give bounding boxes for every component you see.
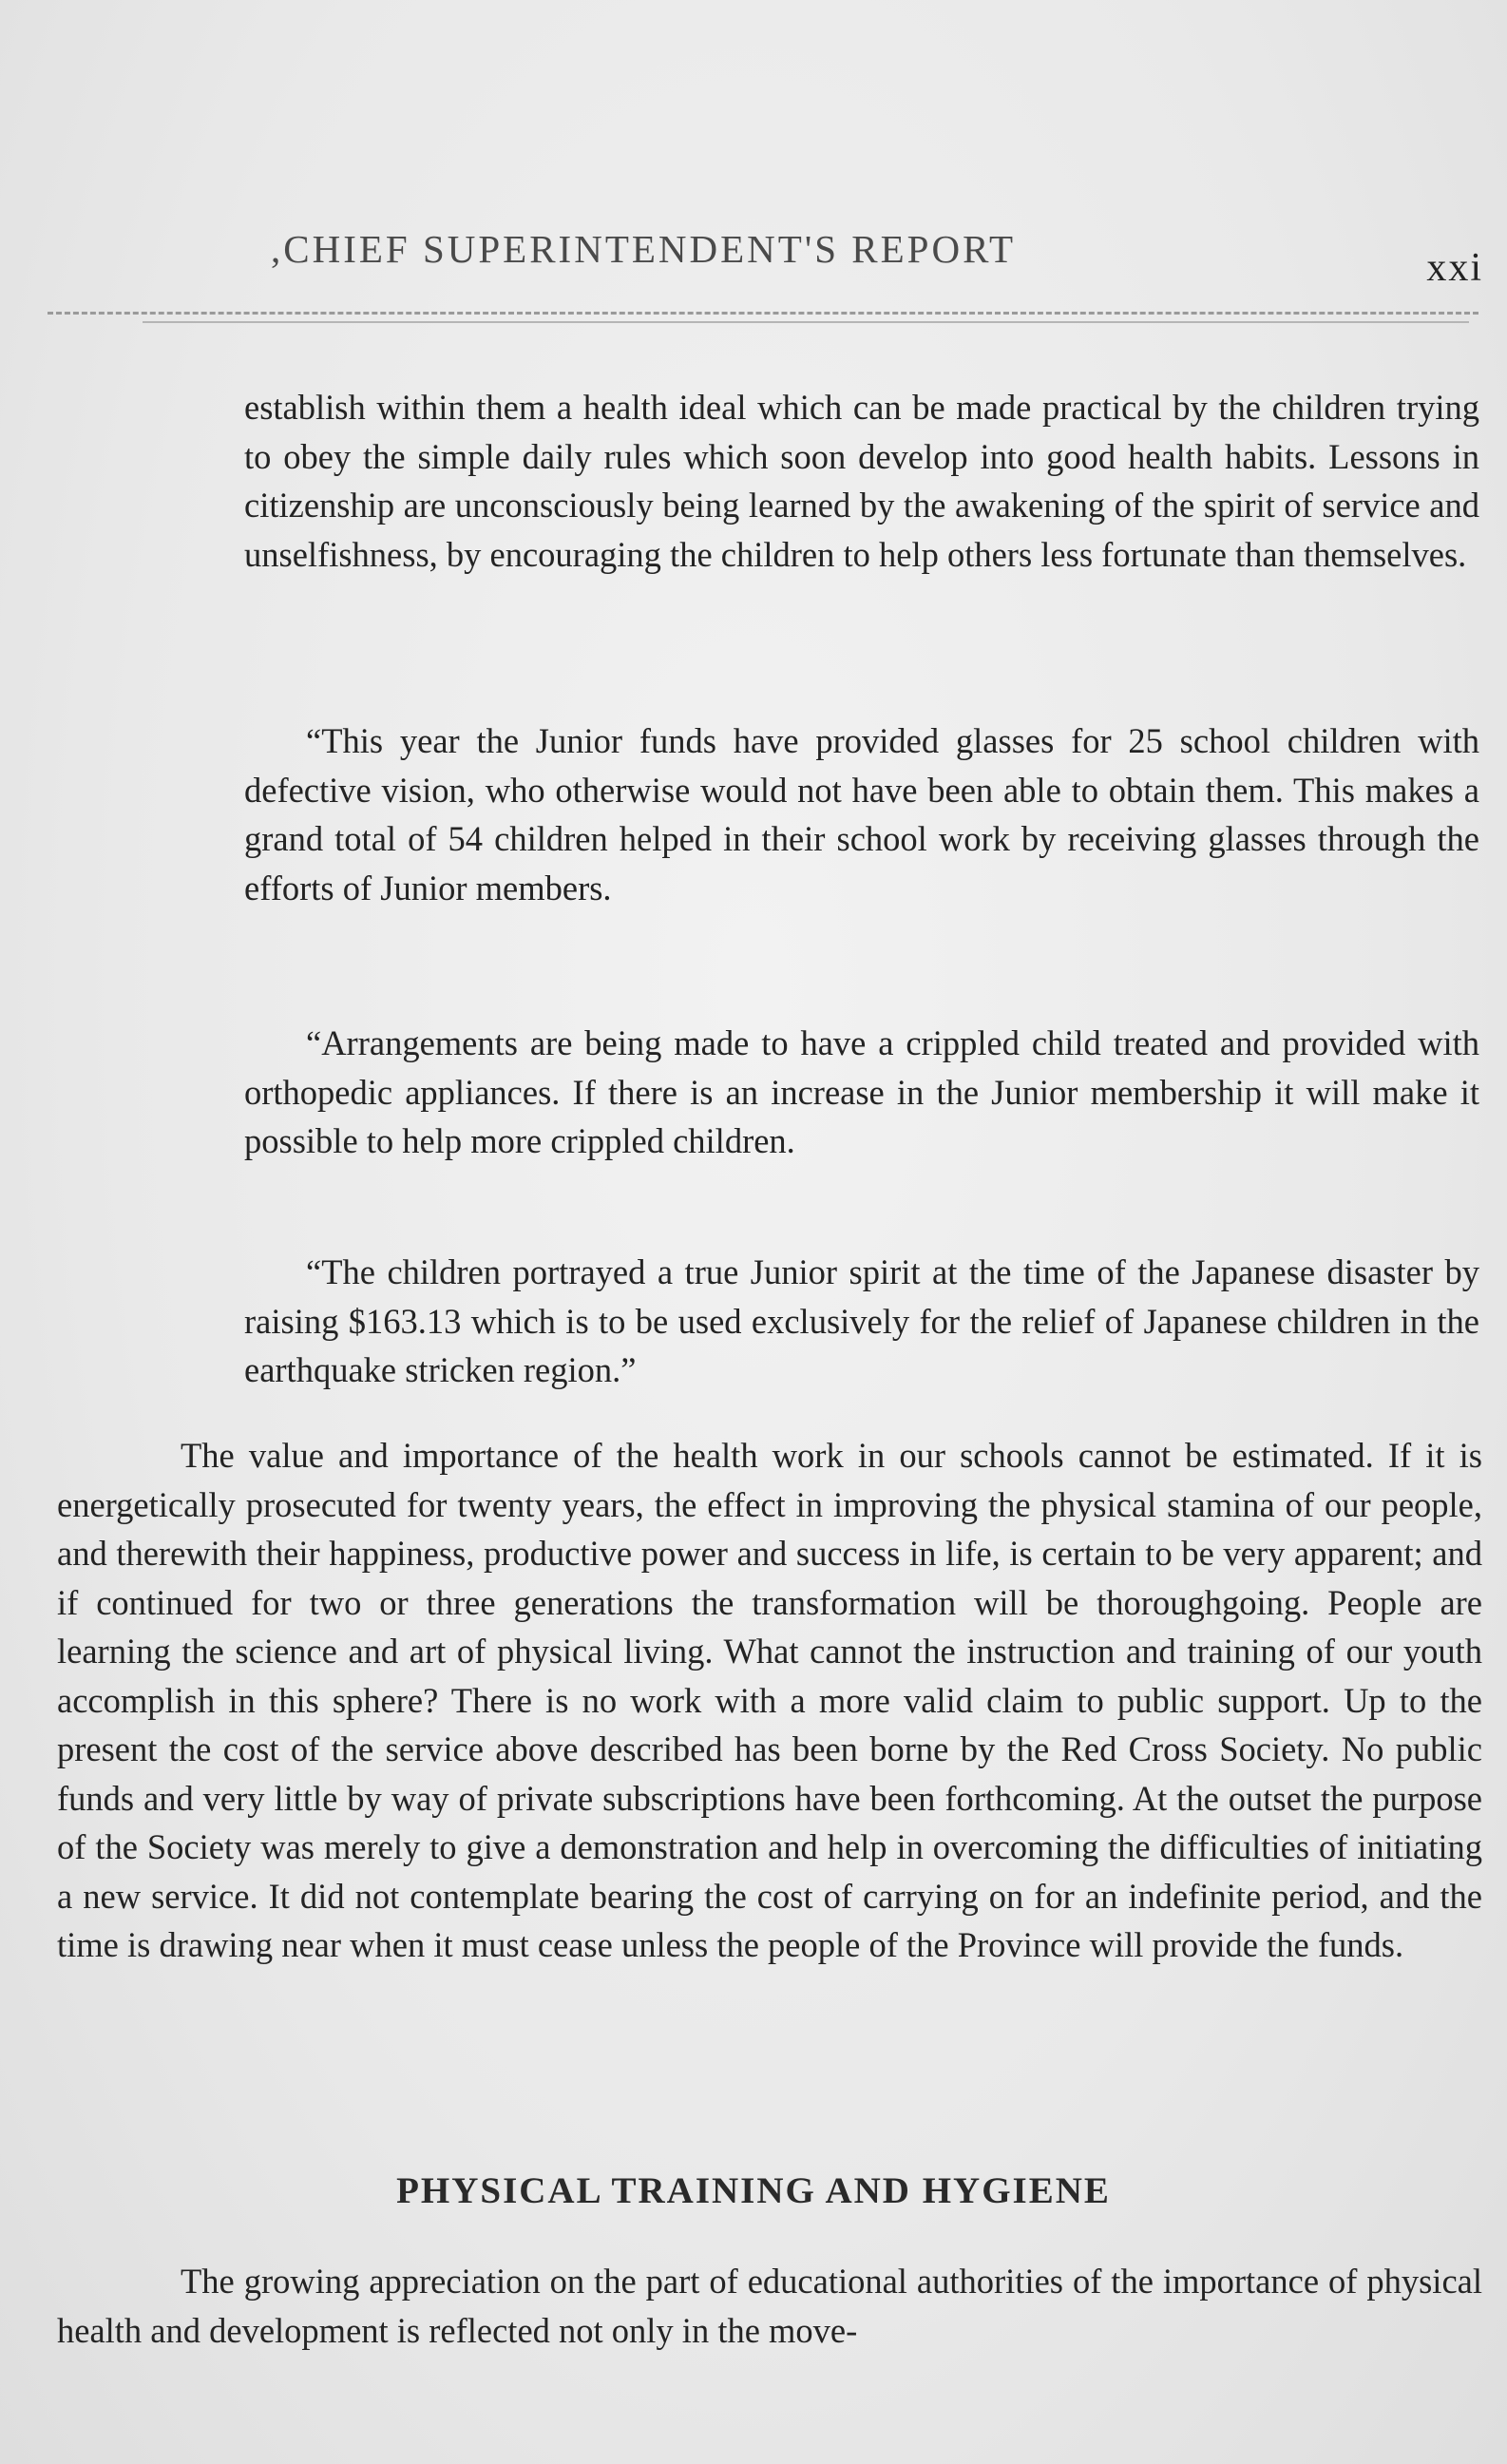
- paragraph-junior-glasses: “This year the Junior funds have provided glasses for 25 school children with defective vision, who otherwise would not have been able to obtain them. This makes a grand total of 54 children helped in their school work by receiving glasses through the efforts of Junior members.: [244, 721, 1479, 907]
- header-rule-secondary: [143, 321, 1469, 323]
- header-rule: [48, 312, 1478, 315]
- paragraph-health-work-value: The value and importance of the health work in our schools cannot be estimated. If it is energetically prosecuted for twenty years, the effect in improving the physical stamina of our people, and therewith their happiness, productive power and success in life, is certain to be very apparent; and if continued for two or three generations the transformation will be thoroughgoing. People are learning the science and art of physical living. What cannot the instruction and training of our youth accomplish in this sphere? There is no work with a more valid claim to public support. Up to the present the cost of the service above described has been borne by the Red Cross Society. No public funds and very little by way of private subscriptions have been forthcoming. At the outset the purpose of the Society was merely to give a demonstration and help in overcoming the difficulties of initiating a new service. It did not contemplate bearing the cost of carrying on for an indefinite period, and the time is drawing near when it must cease unless the people of the Province will provide the funds.: [57, 1436, 1482, 1964]
- paragraph-japanese-disaster: “The children portrayed a true Junior spirit at the time of the Japanese disaster by raising $163.13 which is to be used exclusively for the relief of Japanese children in the earthquake stricken region.”: [244, 1252, 1479, 1389]
- paragraph-health-ideal: establish within them a health ideal which can be made practical by the children trying to obey the simple daily rules which soon develop into good health habits. Lessons in citizenship are unconsciously being learned by the awakening of the spirit of service and unselfishness, by encouraging the children to help others less fortunate than themselves.: [244, 388, 1479, 574]
- section-heading: PHYSICAL TRAINING AND HYGIENE: [396, 2170, 1111, 2211]
- page-number: xxi: [1426, 246, 1483, 290]
- running-title: ,CHIEF SUPERINTENDENT'S REPORT: [271, 227, 1016, 271]
- paragraph-physical-training: The growing appreciation on the part of educational authorities of the importance of physical health and development is reflected not only in the move-: [57, 2262, 1482, 2350]
- paragraph-crippled-child: “Arrangements are being made to have a crippled child treated and provided with orthopedic appliances. If there is an increase in the Junior membership it will make it possible to help more crippled children.: [244, 1023, 1479, 1160]
